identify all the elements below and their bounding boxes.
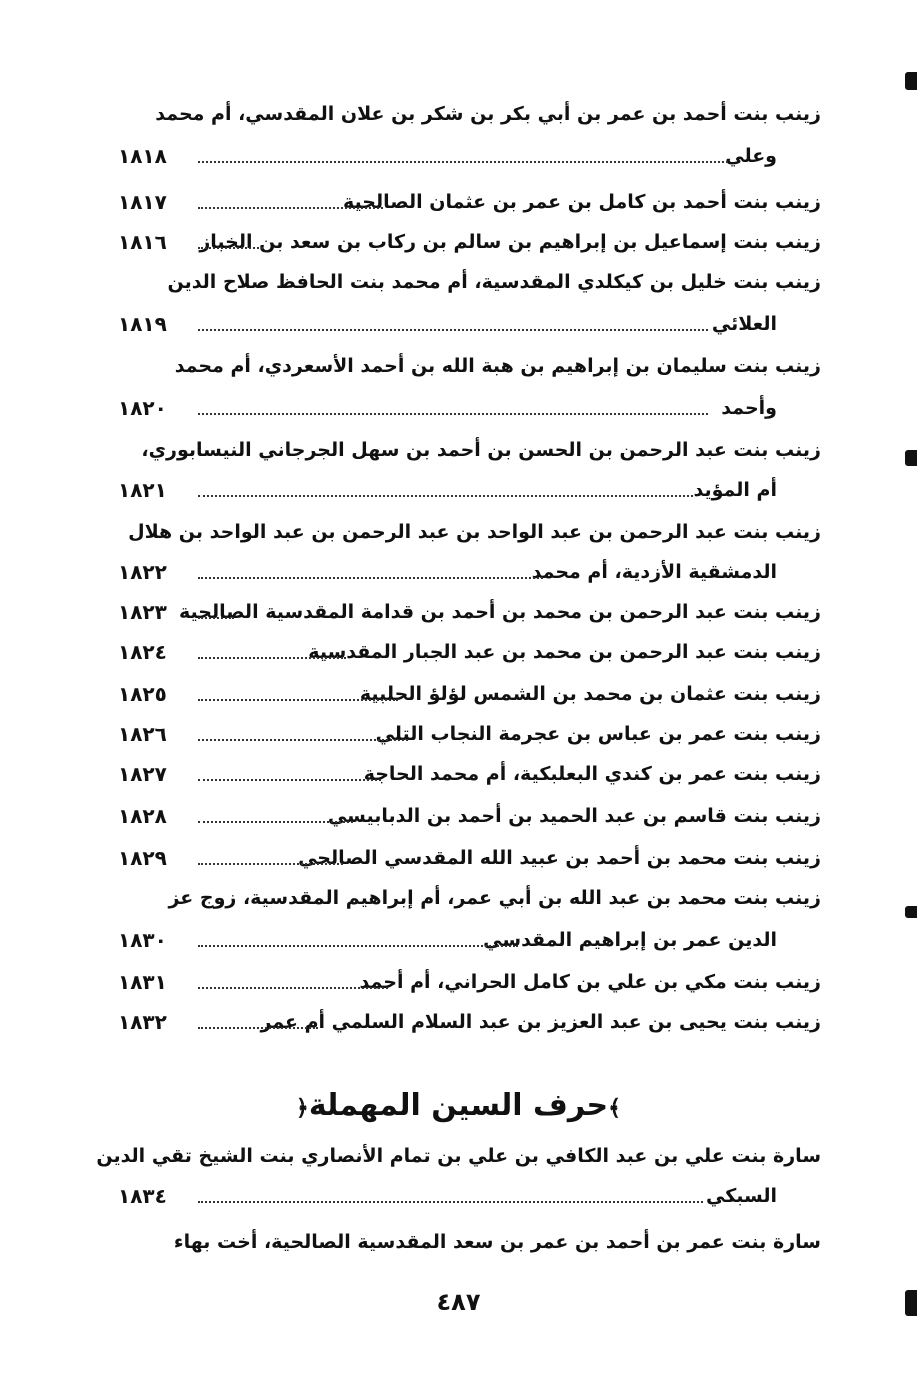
entry-number: ١٨١٩ bbox=[118, 312, 167, 336]
index-entry bbox=[0, 674, 917, 714]
entry-text: زينب بنت يحيى بن عبد العزيز بن عبد السلام السلمي أم عمر bbox=[260, 1011, 821, 1033]
index-entry bbox=[0, 714, 917, 754]
entry-text: زينب بنت أحمد بن عمر بن أبي بكر بن شكر بن علان المقدسي، أم محمد bbox=[155, 103, 821, 125]
entry-number: ١٨٣٢ bbox=[118, 1010, 167, 1034]
entry-text: زينب بنت عثمان بن محمد بن الشمس لؤلؤ الحلبية bbox=[359, 683, 821, 705]
entry-number: ١٨٢٨ bbox=[118, 804, 167, 828]
index-entry bbox=[0, 222, 917, 262]
index-entry bbox=[0, 838, 917, 878]
index-entry-cont bbox=[0, 304, 917, 344]
leader-dots bbox=[198, 617, 234, 619]
entry-text: زينب بنت عبد الرحمن بن عبد الواحد بن عبد الرحمن بن عبد الواحد بن هلال bbox=[128, 521, 821, 543]
entry-number: ١٨١٦ bbox=[118, 230, 167, 254]
entry-text: زينب بنت عبد الرحمن بن محمد بن عبد الجبار المقدسية bbox=[308, 641, 821, 663]
entry-number: ١٨٢٥ bbox=[118, 682, 167, 706]
entry-number: ١٨٢٧ bbox=[118, 762, 167, 786]
entry-number: ١٨٢٢ bbox=[118, 560, 167, 584]
heading-ornament-left: ﴿ bbox=[295, 1096, 309, 1121]
entry-number: ١٨١٧ bbox=[118, 190, 167, 214]
entry-text: زينب بنت مكي بن علي بن كامل الحراني، أم أحمد bbox=[359, 971, 821, 993]
index-entry bbox=[0, 1136, 917, 1176]
entry-text: زينب بنت سليمان بن إبراهيم بن هبة الله بن أحمد الأسعردي، أم محمد bbox=[174, 355, 821, 377]
index-entry bbox=[0, 346, 917, 386]
scan-edge-mark bbox=[905, 1290, 917, 1316]
index-entry-cont bbox=[0, 920, 917, 960]
entry-text: زينب بنت عمر بن كندي البعلبكية، أم محمد الحاجة bbox=[363, 763, 821, 785]
index-entry-cont bbox=[0, 1176, 917, 1216]
entry-text: زينب بنت إسماعيل بن إبراهيم بن سالم بن ركاب بن سعد بن الخباز bbox=[199, 231, 821, 253]
index-entry-cont bbox=[0, 388, 917, 428]
entry-text: زينب بنت عمر بن عباس بن عجرمة النجاب التلي bbox=[375, 723, 821, 745]
index-entry bbox=[0, 262, 917, 302]
leader-dots bbox=[198, 699, 398, 701]
entry-text: سارة بنت علي بن عبد الكافي بن علي بن تمام الأنصاري بنت الشيخ تقي الدين bbox=[96, 1145, 821, 1167]
index-entry bbox=[0, 878, 917, 918]
entry-text: زينب بنت عبد الرحمن بن الحسن بن أحمد بن سهل الجرجاني النيسابوري، bbox=[141, 439, 821, 461]
scan-edge-mark bbox=[905, 450, 917, 466]
entry-number: ١٨٢١ bbox=[118, 478, 167, 502]
leader-dots bbox=[198, 329, 708, 331]
scan-edge-mark bbox=[905, 72, 917, 90]
leader-dots bbox=[198, 779, 381, 781]
entry-number: ١٨٢٩ bbox=[118, 846, 167, 870]
leader-dots bbox=[198, 945, 518, 947]
leader-dots bbox=[198, 739, 408, 741]
entry-text-cont: السبكي bbox=[705, 1185, 777, 1207]
index-entry bbox=[0, 430, 917, 470]
entry-number: ١٨١٨ bbox=[118, 144, 167, 168]
entry-number: ١٨٢٦ bbox=[118, 722, 167, 746]
leader-dots bbox=[198, 1027, 318, 1029]
index-entry bbox=[0, 632, 917, 672]
leader-dots bbox=[198, 657, 346, 659]
entry-number: ١٨٣٤ bbox=[118, 1184, 167, 1208]
entry-text: زينب بنت قاسم بن عبد الحميد بن أحمد بن الدبابيسي bbox=[327, 805, 821, 827]
entry-number: ١٨٢٤ bbox=[118, 640, 167, 664]
index-entry bbox=[0, 512, 917, 552]
entry-text: زينب بنت محمد بن أحمد بن عبيد الله المقدسي الصالحي bbox=[298, 847, 821, 869]
entry-text: زينب بنت عبد الرحمن بن محمد بن أحمد بن قدامة المقدسية الصالحية bbox=[178, 601, 821, 623]
leader-dots bbox=[198, 1201, 703, 1203]
entry-text-cont: الدين عمر بن إبراهيم المقدسي bbox=[483, 929, 777, 951]
heading-ornament-right: ﴾ bbox=[608, 1096, 622, 1121]
index-entry bbox=[0, 1222, 917, 1262]
index-entry-cont bbox=[0, 470, 917, 510]
leader-dots bbox=[198, 863, 343, 865]
leader-dots bbox=[198, 413, 708, 415]
index-entry bbox=[0, 592, 917, 632]
index-entry bbox=[0, 754, 917, 794]
index-entry-cont bbox=[0, 136, 917, 176]
entry-text: زينب بنت محمد بن عبد الله بن أبي عمر، أم إبراهيم المقدسية، زوج عز bbox=[168, 887, 821, 909]
entry-text: زينب بنت خليل بن كيكلدي المقدسية، أم محمد بنت الحافظ صلاح الدين bbox=[167, 271, 821, 293]
entry-text-cont: وأحمد bbox=[721, 397, 777, 419]
leader-dots bbox=[198, 495, 693, 497]
leader-dots bbox=[198, 577, 543, 579]
leader-dots bbox=[198, 207, 383, 209]
entry-text: سارة بنت عمر بن أحمد بن عمر بن سعد المقدسية الصالحية، أخت بهاء bbox=[173, 1231, 821, 1253]
entry-number: ١٨٣١ bbox=[118, 970, 167, 994]
index-entry-cont bbox=[0, 552, 917, 592]
index-entry bbox=[0, 796, 917, 836]
page-number: ٤٨٧ bbox=[436, 1288, 481, 1316]
leader-dots bbox=[198, 821, 353, 823]
index-entry bbox=[0, 962, 917, 1002]
entry-number: ١٨٣٠ bbox=[118, 928, 167, 952]
entry-text-cont: العلائي bbox=[711, 313, 777, 335]
index-entry bbox=[0, 1002, 917, 1042]
scan-edge-mark bbox=[905, 906, 917, 918]
index-entry bbox=[0, 94, 917, 134]
entry-text-cont: الدمشقية الأزدية، أم محمد bbox=[531, 561, 777, 583]
heading-text: حرف السين المهملة bbox=[308, 1088, 609, 1123]
leader-dots bbox=[198, 987, 388, 989]
entry-text: زينب بنت أحمد بن كامل بن عمر بن عثمان الصالحية bbox=[343, 191, 821, 213]
section-heading bbox=[0, 1082, 917, 1130]
entry-text-cont: أم المؤيد bbox=[693, 479, 777, 501]
index-entry bbox=[0, 182, 917, 222]
entry-number: ١٨٢٠ bbox=[118, 396, 167, 420]
leader-dots bbox=[198, 161, 728, 163]
entry-number: ١٨٢٣ bbox=[118, 600, 167, 624]
entry-text-cont: وعلي bbox=[725, 145, 777, 167]
leader-dots bbox=[198, 247, 263, 249]
